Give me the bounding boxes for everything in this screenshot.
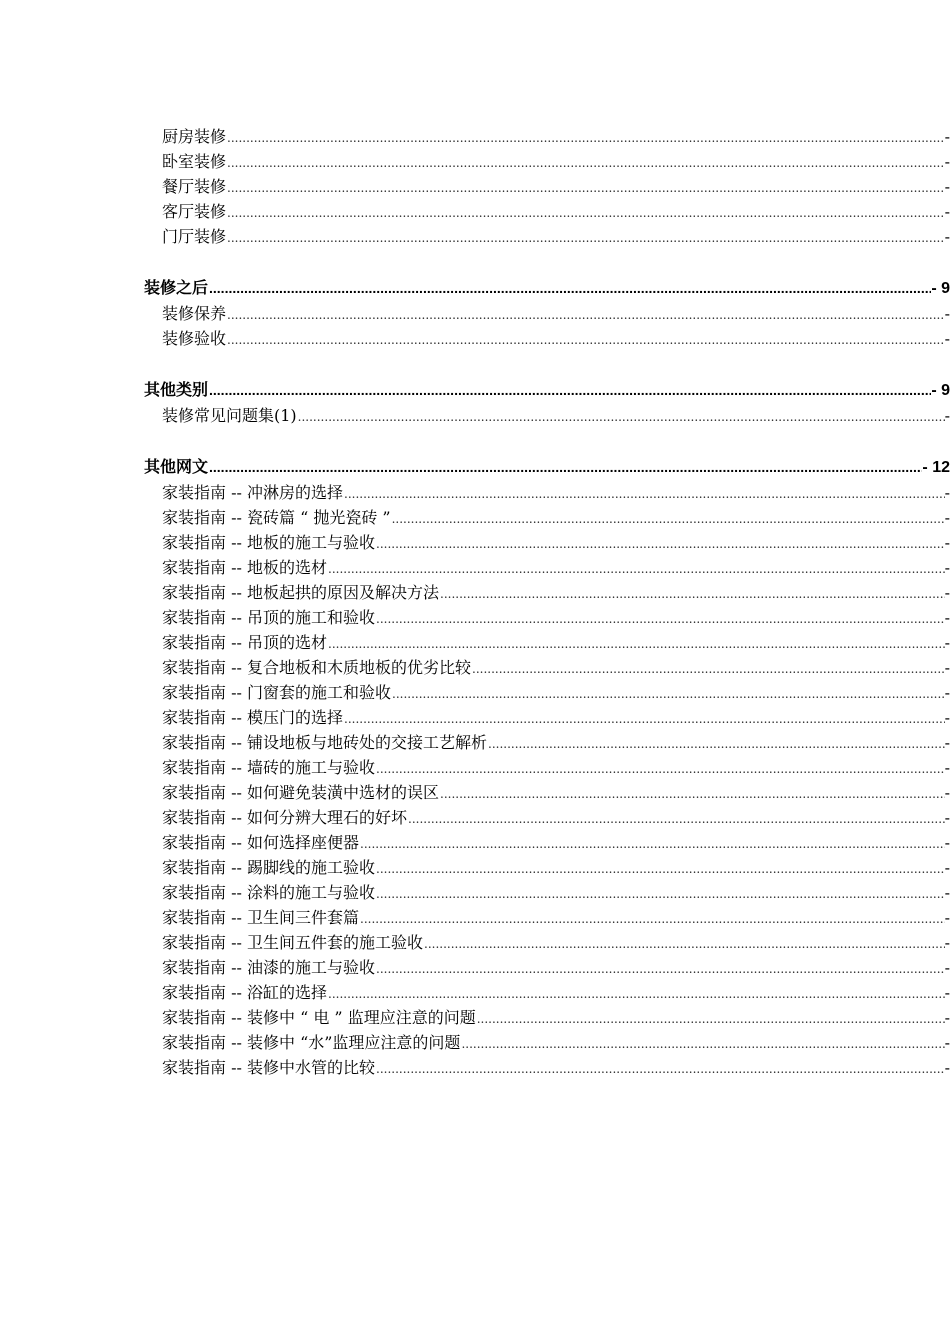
toc-leader-dots (227, 126, 945, 149)
toc-entry-title: 家装指南 -- 装修中水管的比较 (162, 1058, 375, 1077)
toc-entry-title: 客厅装修 (162, 202, 227, 221)
toc-leader-dots (376, 1057, 945, 1080)
toc-section-title: 其他类别 (144, 382, 209, 399)
toc-entry[interactable] (0, 580, 950, 605)
toc-leader-dots (424, 932, 945, 955)
toc-leader-dots (440, 782, 945, 805)
toc-entry-title: 家装指南 -- 如何选择座便器 (162, 833, 359, 852)
toc-entry-title: 厨房装修 (162, 127, 227, 146)
toc-section-title: 装修之后 (144, 280, 209, 297)
toc-entry[interactable] (0, 505, 950, 530)
toc-page-number: - (944, 1008, 950, 1027)
toc-entry[interactable] (0, 930, 950, 955)
toc-leader-dots (227, 328, 945, 351)
toc-page-number: - (944, 583, 950, 602)
toc-page-number: - (944, 1033, 950, 1052)
toc-page-number: - (944, 558, 950, 577)
toc-entry[interactable] (0, 199, 950, 224)
toc-leader-dots (488, 732, 945, 755)
toc-entry[interactable] (0, 149, 950, 174)
toc-leader-dots (227, 226, 945, 249)
toc-entry[interactable] (0, 980, 950, 1005)
toc-entry[interactable] (0, 780, 950, 805)
toc-entry-title: 家装指南 -- 地板的施工与验收 (162, 533, 375, 552)
toc-page-number: - (944, 858, 950, 877)
toc-leader-dots (440, 582, 945, 605)
toc-leader-dots (209, 455, 922, 480)
toc-entry[interactable] (0, 224, 950, 249)
toc-entry-title: 家装指南 -- 卫生间五件套的施工验收 (162, 933, 423, 952)
toc-page-number: - (944, 633, 950, 652)
toc-page-number: - (944, 533, 950, 552)
toc-entry-title: 家装指南 -- 铺设地板与地砖处的交接工艺解析 (162, 733, 487, 752)
toc-page-number: - 9 (931, 382, 950, 399)
toc-page-number: - (944, 958, 950, 977)
toc-page-number: - (944, 933, 950, 952)
toc-entry[interactable] (0, 605, 950, 630)
toc-leader-dots (376, 532, 945, 555)
toc-entry[interactable] (0, 655, 950, 680)
toc-leader-dots (376, 957, 945, 980)
toc-entry-title: 家装指南 -- 浴缸的选择 (162, 983, 327, 1002)
toc-leader-dots (376, 757, 945, 780)
toc-leader-dots (209, 276, 931, 301)
toc-entry[interactable] (0, 124, 950, 149)
toc-entry-title: 家装指南 -- 踢脚线的施工验收 (162, 858, 375, 877)
toc-entry[interactable] (0, 880, 950, 905)
toc-section-other-articles[interactable] (0, 455, 950, 480)
toc-leader-dots (376, 607, 945, 630)
toc-entry[interactable] (0, 830, 950, 855)
toc-entry[interactable] (0, 555, 950, 580)
toc-entry[interactable] (0, 301, 950, 326)
toc-leader-dots (477, 1007, 945, 1030)
toc-page-number: - 9 (931, 280, 950, 297)
toc-entry-title: 家装指南 -- 吊顶的施工和验收 (162, 608, 375, 627)
toc-entry[interactable] (0, 955, 950, 980)
toc-leader-dots (298, 405, 945, 428)
toc-entry[interactable] (0, 530, 950, 555)
toc-entry-title: 家装指南 -- 瓷砖篇 “ 抛光瓷砖 ” (162, 508, 391, 527)
toc-entry-title: 家装指南 -- 装修中 “水”监理应注意的问题 (162, 1033, 461, 1052)
toc-leader-dots (392, 682, 945, 705)
toc-page-number: - (944, 152, 950, 171)
toc-page-number: - (944, 658, 950, 677)
toc-entry-title: 家装指南 -- 涂料的施工与验收 (162, 883, 375, 902)
toc-page-number: - (944, 683, 950, 702)
toc-page-number: - (944, 304, 950, 323)
toc-entry-title: 家装指南 -- 复合地板和木质地板的优劣比较 (162, 658, 471, 677)
toc-leader-dots (328, 982, 945, 1005)
toc-entry[interactable] (0, 174, 950, 199)
toc-entry-title: 装修常见问题集(1) (162, 406, 297, 425)
toc-entry[interactable] (0, 855, 950, 880)
toc-page-number: - (944, 406, 950, 425)
toc-entry[interactable] (0, 1055, 950, 1080)
toc-page-number: - (944, 202, 950, 221)
toc-entry[interactable] (0, 630, 950, 655)
toc-entry-title: 门厅装修 (162, 227, 227, 246)
toc-page-number: - (944, 127, 950, 146)
toc-leader-dots (360, 907, 945, 930)
toc-entry[interactable] (0, 1030, 950, 1055)
toc-entry[interactable] (0, 805, 950, 830)
toc-entry-title: 家装指南 -- 如何分辨大理石的好坏 (162, 808, 407, 827)
toc-entry[interactable] (0, 680, 950, 705)
toc-entry-title: 家装指南 -- 墙砖的施工与验收 (162, 758, 375, 777)
toc-leader-dots (376, 857, 945, 880)
toc-entry-title: 家装指南 -- 吊顶的选材 (162, 633, 327, 652)
toc-page-number: - (944, 908, 950, 927)
toc-entry[interactable] (0, 905, 950, 930)
toc-page-number: - (944, 758, 950, 777)
toc-section-other-categories[interactable] (0, 378, 950, 403)
toc-page-number: - (944, 483, 950, 502)
toc-leader-dots (328, 557, 945, 580)
toc-group-other (0, 403, 950, 428)
toc-group-articles (0, 480, 950, 1080)
toc-leader-dots (360, 832, 945, 855)
toc-entry-title: 家装指南 -- 如何避免装潢中选材的误区 (162, 783, 439, 802)
toc-entry-title: 家装指南 -- 模压门的选择 (162, 708, 343, 727)
toc-leader-dots (328, 632, 945, 655)
toc-entry[interactable] (0, 326, 950, 351)
toc-page-number: - (944, 1058, 950, 1077)
toc-leader-dots (227, 176, 945, 199)
toc-entry[interactable] (0, 403, 950, 428)
toc-page-number: - (944, 508, 950, 527)
toc-leader-dots (344, 482, 945, 505)
toc-page-number: - (944, 329, 950, 348)
toc-entry-title: 装修验收 (162, 329, 227, 348)
toc-page-number: - (944, 983, 950, 1002)
toc-entry-title: 家装指南 -- 门窗套的施工和验收 (162, 683, 391, 702)
toc-leader-dots (376, 882, 945, 905)
toc-leader-dots (461, 1032, 944, 1055)
toc-page-number: - (944, 708, 950, 727)
toc-leader-dots (472, 657, 945, 680)
toc-entry-title: 家装指南 -- 地板起拱的原因及解决方法 (162, 583, 439, 602)
toc-page-number: - (944, 783, 950, 802)
toc-page-number: - (944, 733, 950, 752)
toc-entry[interactable] (0, 755, 950, 780)
toc-entry-title: 家装指南 -- 地板的选材 (162, 558, 327, 577)
toc-page-number: - (944, 227, 950, 246)
toc-leader-dots (408, 807, 945, 830)
toc-entry-title: 家装指南 -- 油漆的施工与验收 (162, 958, 375, 977)
toc-leader-dots (392, 507, 945, 530)
toc-section-after-decoration[interactable] (0, 276, 950, 301)
toc-entry-title: 家装指南 -- 冲淋房的选择 (162, 483, 343, 502)
toc-entry[interactable] (0, 1005, 950, 1030)
toc-page-number: - 12 (922, 459, 950, 476)
toc-leader-dots (227, 151, 945, 174)
toc-page-number: - (944, 833, 950, 852)
toc-entry-title: 餐厅装修 (162, 177, 227, 196)
toc-page-number: - (944, 883, 950, 902)
toc-entry-title: 家装指南 -- 装修中 “ 电 ” 监理应注意的问题 (162, 1008, 476, 1027)
toc-group-rooms (0, 124, 950, 249)
toc-entry[interactable] (0, 480, 950, 505)
toc-page-number: - (944, 608, 950, 627)
table-of-contents (0, 124, 950, 1080)
toc-entry[interactable] (0, 705, 950, 730)
toc-page-number: - (944, 808, 950, 827)
toc-entry-title: 卧室装修 (162, 152, 227, 171)
toc-leader-dots (227, 303, 945, 326)
toc-entry[interactable] (0, 730, 950, 755)
toc-section-title: 其他网文 (144, 459, 209, 476)
toc-leader-dots (209, 378, 931, 403)
toc-entry-title: 家装指南 -- 卫生间三件套篇 (162, 908, 359, 927)
toc-page-number: - (944, 177, 950, 196)
toc-leader-dots (227, 201, 945, 224)
toc-group-after (0, 301, 950, 351)
toc-entry-title: 装修保养 (162, 304, 227, 323)
toc-leader-dots (344, 707, 945, 730)
